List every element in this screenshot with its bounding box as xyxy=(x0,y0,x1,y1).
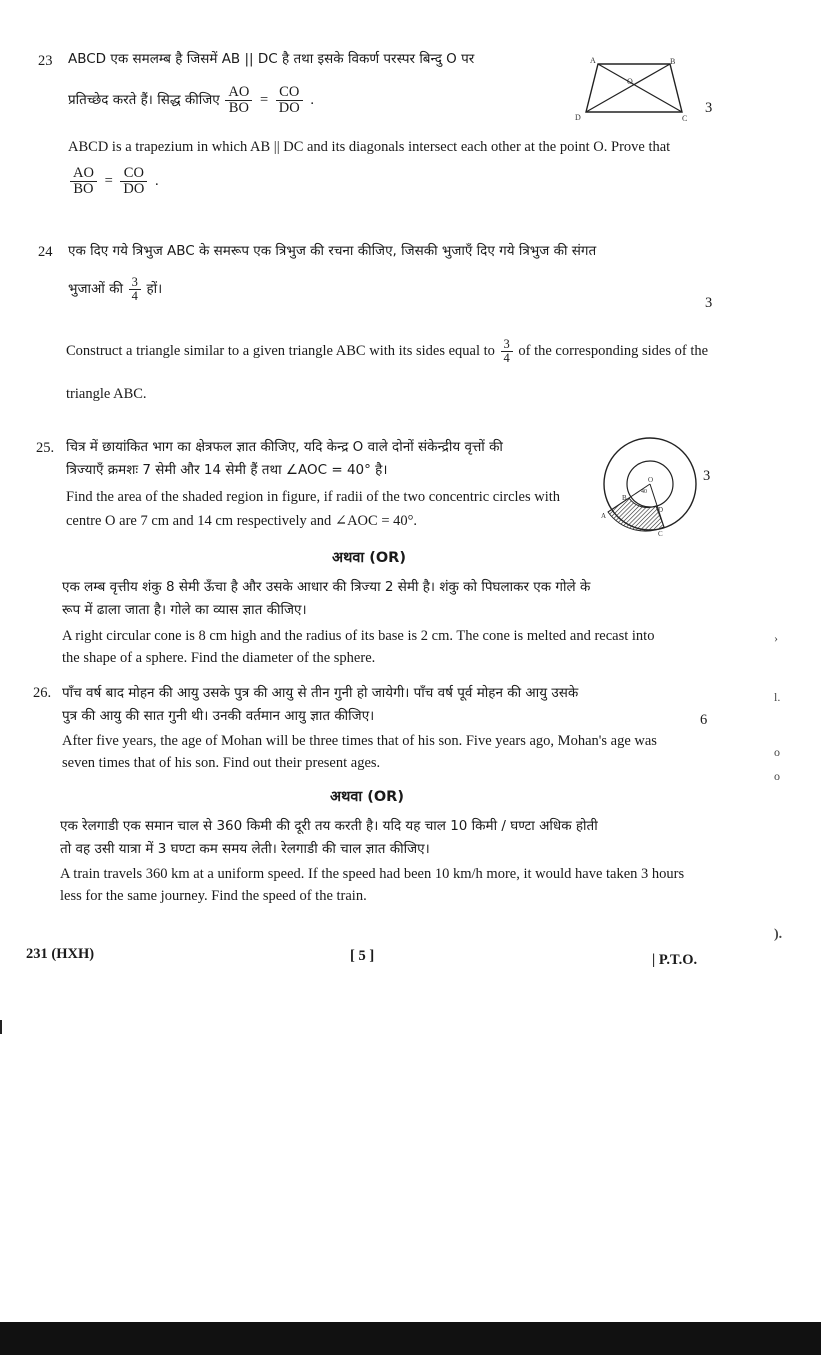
frac-numerator: AO xyxy=(70,166,97,182)
end-dot: . xyxy=(154,173,159,190)
q26-english-line2: seven times that of his son. Find out their present ages. xyxy=(62,755,381,771)
q25-or-english-line2: the shape of a sphere. Find the diameter of the sphere. xyxy=(62,650,376,666)
end-dot: . xyxy=(310,92,314,109)
q24-hindi-line1: एक दिए गये त्रिभुज ABC के समरूप एक त्रिभुज की रचना कीजिए, जिसकी भुजाएँ दिए गये त्रिभुज की संगत xyxy=(68,243,597,259)
q23-fraction-ao-bo xyxy=(225,85,252,116)
q23-marks: 3 xyxy=(705,100,713,116)
label-o: O xyxy=(648,476,654,484)
scan-edge-mark xyxy=(0,1020,2,1034)
q24-english-suffix: of the corresponding sides of the xyxy=(518,342,709,359)
q25-or-english-line1: A right circular cone is 8 cm high and the radius of its base is 2 cm. The cone is melted and recast into xyxy=(62,628,655,644)
paper-code: 231 (HXH) xyxy=(26,946,95,962)
q26-or-english-line1: A train travels 360 km at a uniform speed. If the speed had been 10 km/h more, it would have taken 3 hours xyxy=(60,866,685,882)
q25-or-hindi-line2: रूप में ढाला जाता है। गोले का व्यास ज्ञात कीजिए। xyxy=(62,602,307,618)
q24-hindi-suffix: हों। xyxy=(146,280,163,297)
q25-or-heading: अथवा (OR) xyxy=(332,550,406,566)
frac-denominator: 4 xyxy=(503,351,510,366)
frac-numerator: CO xyxy=(120,166,147,182)
q24-fraction-3-4 xyxy=(129,276,141,303)
q25-english-line2: centre O are 7 cm and 14 cm respectively and ∠AOC = 40°. xyxy=(66,513,418,529)
frac-denominator: DO xyxy=(278,100,300,117)
q25-hindi-line1: चित्र में छायांकित भाग का क्षेत्रफल ज्ञात कीजिए, यदि केन्द्र O वाले दोनों संकेन्द्रीय वृत्तों की xyxy=(66,439,503,455)
angle-label: 40 xyxy=(641,489,647,495)
edge-mark: l. xyxy=(774,690,781,704)
q23-english-ratio xyxy=(68,166,161,197)
label-o: O xyxy=(627,77,633,86)
q23-hindi-line2 xyxy=(68,85,316,116)
q26-english-line1: After five years, the age of Mohan will be three times that of his son. Five years ago, Mohan's age was xyxy=(62,733,657,749)
edge-mark: o xyxy=(774,745,780,759)
q23-number: 23 xyxy=(38,53,53,69)
q26-number: 26. xyxy=(33,685,52,701)
q26-marks: 6 xyxy=(700,712,708,728)
q26-or-heading: अथवा (OR) xyxy=(330,789,404,805)
q26-hindi-line2: पुत्र की आयु की सात गुनी थी। उनकी वर्तमान आयु ज्ञात कीजिए। xyxy=(62,708,375,724)
q25-marks: 3 xyxy=(703,468,711,484)
q24-hindi-line2 xyxy=(68,276,162,303)
frac-numerator: 3 xyxy=(129,276,141,290)
frac-numerator: AO xyxy=(225,85,252,101)
q25-hindi-line2: त्रिज्याएँ क्रमशः 7 सेमी और 14 सेमी हैं तथा ∠AOC = 40° है। xyxy=(66,462,388,478)
q23-fraction-ao-bo-en xyxy=(70,166,97,197)
q25-number: 25. xyxy=(36,440,55,456)
q24-marks: 3 xyxy=(705,295,713,311)
q24-hindi-sides-text: भुजाओं की xyxy=(68,280,123,297)
page-number: [ 5 ] xyxy=(350,948,375,964)
frac-denominator: 4 xyxy=(131,289,138,304)
label-a: A xyxy=(601,512,607,520)
q23-hindi-line1: ABCD एक समलम्ब है जिसमें AB || DC है तथा इसके विकर्ण परस्पर बिन्दु O पर xyxy=(68,51,475,67)
q26-or-hindi-line1: एक रेलगाडी एक समान चाल से 360 किमी की दूरी तय करती है। यदि यह चाल 10 किमी / घण्टा अधिक होती xyxy=(60,818,598,834)
frac-denominator: DO xyxy=(123,181,145,198)
edge-mark: › xyxy=(774,631,778,645)
trapezium-figure xyxy=(570,54,690,126)
scan-bottom-border xyxy=(0,1322,821,1355)
q24-english-prefix: Construct a triangle similar to a given triangle ABC with its sides equal to xyxy=(66,342,495,359)
label-c: C xyxy=(682,114,688,123)
frac-denominator: BO xyxy=(228,100,249,117)
q24-english-line2: triangle ABC. xyxy=(66,386,147,402)
label-b: B xyxy=(622,494,627,502)
q26-hindi-line1: पाँच वर्ष बाद मोहन की आयु उसके पुत्र की आयु से तीन गुनी हो जायेगी। पाँच वर्ष पूर्व मोहन की आयु उसके xyxy=(62,685,579,701)
q23-english: ABCD is a trapezium in which AB || DC and its diagonals intersect each other at the point O. Prove that xyxy=(68,139,671,155)
label-b: B xyxy=(670,57,676,66)
equals-sign: = xyxy=(104,173,113,190)
frac-denominator: BO xyxy=(73,181,94,198)
q26-or-english-line2: less for the same journey. Find the speed of the train. xyxy=(60,888,367,904)
q25-english-line1: Find the area of the shaded region in figure, if radii of the two concentric circles with xyxy=(66,489,561,505)
q26-or-hindi-line2: तो वह उसी यात्रा में 3 घण्टा कम समय लेती। रेलगाडी की चाल ज्ञात कीजिए। xyxy=(60,841,430,857)
q23-fraction-co-do xyxy=(276,85,303,116)
q23-fraction-co-do-en xyxy=(120,166,147,197)
q24-number: 24 xyxy=(38,244,53,260)
edge-mark: o xyxy=(774,769,780,783)
label-d: D xyxy=(575,113,581,122)
q24-english-line1 xyxy=(66,338,708,365)
diagonal-bd xyxy=(586,64,670,112)
pto-label: | P.T.O. xyxy=(652,952,698,968)
q23-hindi-prove-text: प्रतिच्छेद करते हैं। सिद्ध कीजिए xyxy=(68,92,220,109)
edge-mark: ). xyxy=(774,927,783,942)
frac-numerator: CO xyxy=(276,85,303,101)
q25-or-hindi-line1: एक लम्ब वृत्तीय शंकु 8 सेमी ऊँचा है और उसके आधार की त्रिज्या 2 सेमी है। शंकु को पिघलाकर एक गोले के xyxy=(62,579,591,595)
concentric-circles-figure xyxy=(598,432,702,538)
trapezium-outline xyxy=(586,64,682,112)
diagonal-ac xyxy=(598,64,682,112)
q24-fraction-3-4-en xyxy=(501,338,513,365)
equals-sign: = xyxy=(259,92,269,109)
frac-numerator: 3 xyxy=(501,338,513,352)
label-a: A xyxy=(590,56,596,65)
label-c: C xyxy=(658,530,663,538)
label-d: D xyxy=(658,506,664,514)
